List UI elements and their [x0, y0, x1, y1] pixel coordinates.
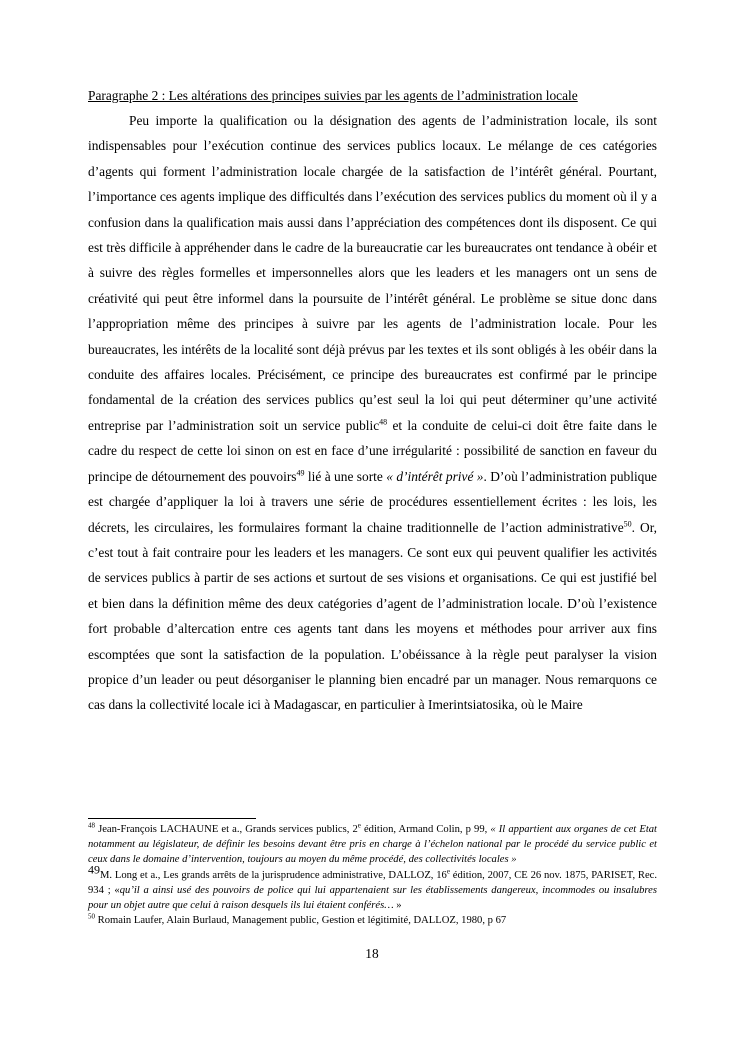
footnote-quote: « Il appartient aux organes de cet Etat notamment au législateur, de définir les besoins devant être pris en charge à l’échelon national par le procédé du service public et ceux dans le domaine d’intervention, toujours au moyen du même procédé, des collectivités locales » — [88, 824, 657, 866]
body-text-part-5: . Or, c’est tout à fait contraire pour les leaders et les managers. Ce sont eux qui peuvent qualifier les activités de services publics à partir de ses actions et surtout de ses visions et organisations. Ce qui est justifié bel et bien dans la définition même des deux catégories d’agent de l’administration locale. D’où l’existence fort probable d’altercation entre ces agents tant dans les moyens et méthodes pour arriver aux fins escomptées que sont la satisfaction de la population. L’obéissance à la règle peut paralyser la vision propice d’un leader ou peut désorganiser le planning bien encadré par un manager. Nous remarquons ce cas dans la collectivité locale ici à Madagascar, en particulier à Imerintsiatosika, où le Maire — [88, 519, 657, 713]
footnote-superscript: e — [446, 867, 450, 876]
footnote-number: 49 — [88, 862, 100, 877]
footnote-text: édition, Armand Colin, p 99, — [360, 824, 491, 835]
footnote-superscript: e — [357, 821, 361, 830]
footnote-number: 48 — [88, 821, 95, 830]
footnote-ref-49: 49 — [296, 468, 305, 478]
body-paragraph — [88, 108, 657, 718]
footnote-text: édition, 2007, CE 26 nov. 1875, PARISET, Rec. 934 ; « — [88, 869, 658, 896]
section-heading: Paragraphe 2 : Les altérations des principes suivies par les agents de l’administration locale — [88, 88, 578, 103]
footnote-text: Jean-François LACHAUNE et a., Grands services publics, 2 — [95, 824, 358, 835]
footnote-ref-48: 48 — [379, 417, 388, 427]
footnote-text: M. Long et a., Les grands arrêts de la jurisprudence administrative, DALLOZ, 16 — [100, 869, 447, 881]
footnote-49 — [88, 862, 658, 914]
footnote-50 — [88, 913, 657, 928]
footnote-number: 50 — [88, 912, 95, 921]
body-text-part-2: et la conduite de celui-ci doit être faite dans le cadre du respect de cette loi sinon on est en face d’une irrégularité : possibilité de sanction en faveur du principe de détournement des pouvoirs — [88, 417, 657, 484]
quoted-phrase: « d’intérêt privé » — [386, 468, 484, 484]
page-content — [88, 86, 657, 718]
footnote-quote: qu’il a ainsi usé des pouvoirs de police qui lui appartenaient sur les établissements dangereux, incommodes ou insalubres pour un objet autre que celui à raison desquels ils lui étaient conférés… — [88, 884, 657, 912]
footnotes — [88, 822, 657, 928]
body-text-part-1: Peu importe la qualification ou la désignation des agents de l’administration locale, ils sont indispensables pour l’exécution continue des services publics locaux. Le mélange de ces catégories d’agents qui forment l’administration locale chargée de la satisfaction de l’intérêt général. Pourtant, l’importance ces agents implique des difficultés dans l’exécution des services publics du moment où il y a confusion dans la qualification mais aussi dans l’appréciation des compétences dont ils disposent. Ce qui est très difficile à appréhender dans le cadre de la bureaucratie car les bureaucrates ont tendance à obéir et à suivre des règles formelles et impersonnelles alors que les leaders et les managers ont un sens de créativité qui peut être informel dans la poursuite de l’intérêt général. Le problème se situe donc dans l’appropriation même des principes à suivre par les agents de l’administration locale. Pour les bureaucrates, les intérêts de la localité sont déjà prévus par les textes et ils sont obligés à les obéir dans la conduite des affaires locales. Précisément, ce principe des bureaucrates est confirmé par le principe fondamental de la création des services publics qu’est seul la loi qui peut déterminer qu’une activité entreprise par l’administration soit un service public — [88, 113, 657, 433]
footnote-text: Romain Laufer, Alain Burlaud, Management public, Gestion et légitimité, DALLOZ, 1980, p 67 — [95, 915, 507, 927]
page-number: 18 — [365, 946, 379, 961]
body-text-part-4: . D’où l’administration publique est chargée d’appliquer la loi à travers une série de procédures essentiellement écrites : les lois, les décrets, les circulaires, les formulaires formant la chaine traditionnelle de l’action administrative — [88, 468, 657, 535]
footnote-ref-50: 50 — [623, 519, 632, 529]
footnote-text: » — [396, 900, 402, 912]
body-text-part-3: lié à une sorte — [304, 468, 387, 484]
footnote-48 — [88, 822, 657, 868]
footnote-separator — [88, 818, 256, 819]
